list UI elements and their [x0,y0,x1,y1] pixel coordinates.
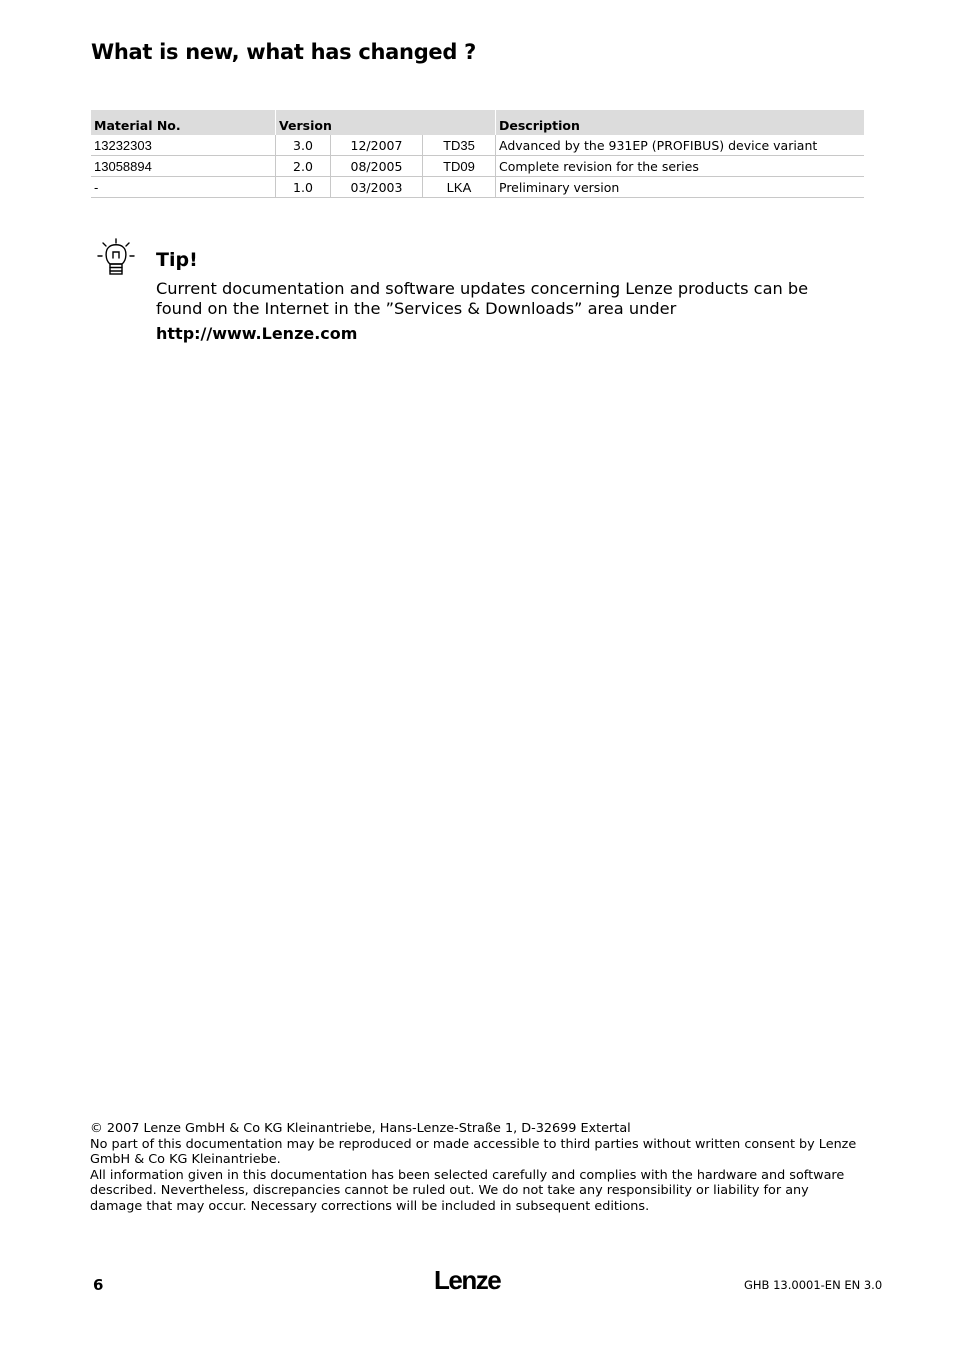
material-number: - [91,177,276,198]
version-date: 12/2007 [331,135,423,156]
page-title: What is new, what has changed ? [91,40,477,64]
table-row [91,135,864,156]
page-number: 6 [93,1276,104,1294]
version-code: TD35 [423,135,496,156]
version-date: 08/2005 [331,156,423,177]
version-code: TD09 [423,156,496,177]
material-number: 13232303 [91,135,276,156]
version-code: LKA [423,177,496,198]
lenze-logo [434,1265,514,1295]
header-material-no: Material No. [91,110,276,135]
version-number: 2.0 [276,156,331,177]
lightbulb-icon [97,238,135,278]
version-number: 3.0 [276,135,331,156]
tip-title: Tip! [156,249,198,271]
version-date: 03/2003 [331,177,423,198]
version-number: 1.0 [276,177,331,198]
description-cell: Complete revision for the series [496,156,865,177]
reproduction-notice: No part of this documentation may be reproduced or made accessible to third parties without written consent by Lenze GmbH & Co KG Kleinantriebe. [90,1136,857,1167]
copyright-line: © 2007 Lenze GmbH & Co KG Kleinantriebe, Hans-Lenze-Straße 1, D-32699 Extertal [90,1121,631,1136]
liability-notice: All information given in this documentation has been selected carefully and complies with the hardware and software described. Nevertheless, discrepancies cannot be ruled out. We do not take any responsibility or liability for any damage that may occur. Necessary corrections will be included in subsequent editions. [90,1167,845,1214]
tip-body: Current documentation and software updates concerning Lenze products can be found on the Internet in the ”Services & Downloads” area under [156,279,809,318]
legal-notice [90,1121,860,1214]
description-cell: Preliminary version [496,177,865,198]
material-number: 13058894 [91,156,276,177]
table-header-row [91,110,864,135]
lenze-logo-text: Lenze [434,1265,501,1295]
document-code: GHB 13.0001-EN EN 3.0 [744,1278,883,1292]
table-row [91,156,864,177]
header-description: Description [496,110,865,135]
lenze-website-link[interactable]: http://www.Lenze.com [156,324,358,343]
description-cell: Advanced by the 931EP (PROFIBUS) device variant [496,135,865,156]
table-row [91,177,864,198]
revision-table [91,110,864,198]
header-version: Version [276,110,496,135]
